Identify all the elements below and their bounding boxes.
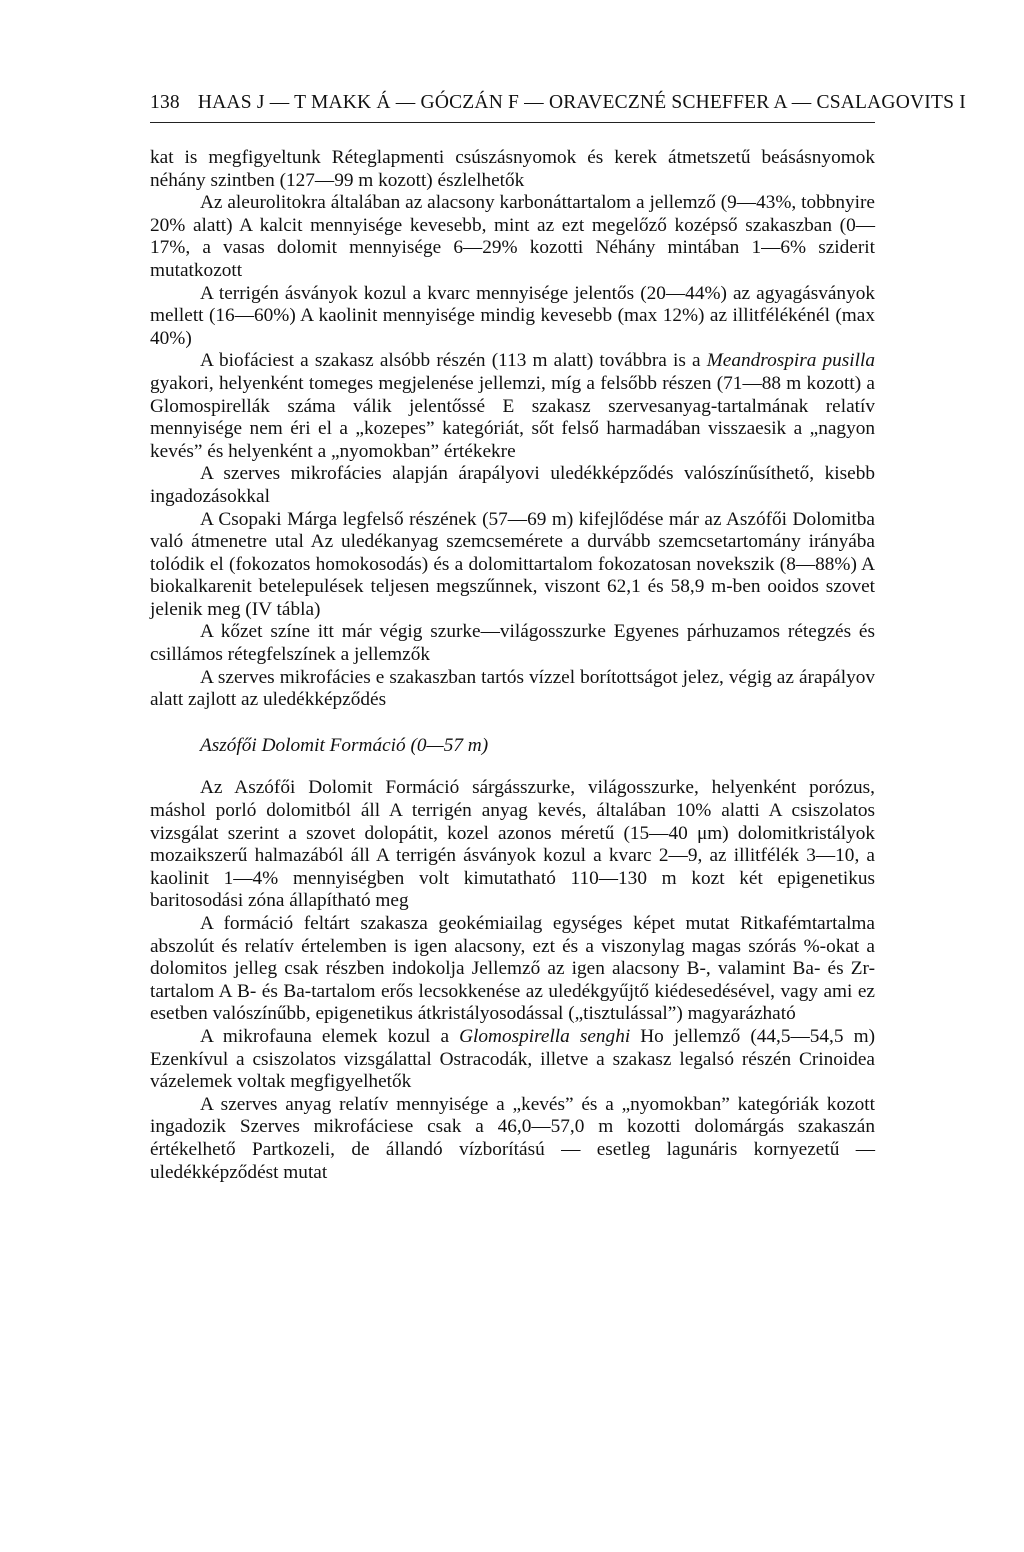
- paragraph-geochemistry: A formáció feltárt szakasza geokémiailag egységes képet mutat Ritkafémtartalma abszolút és relatív értelemben is igen alacsony, ezt és a viszonylag magas szórás %-okat a dolomitos jelleg csak részben indokolja Jellemző az igen alacsony B-, valamint Ba- és Zr-tartalom A B- és Ba-tartalom erős lecsokkenése az uledékgyűjtő kiédesedésével, vagy ami ez esetben valószínűbb, epigenetikus átkristályosodással („tisztulással”) magyarázható: [150, 913, 875, 1025]
- paragraph-csopak-marl: A Csopaki Márga legfelső részének (57—69 m) kifejlődése már az Aszófői Dolomitba való átmenetre utal Az uledékanyag szemcseméretе a durvább szemcsetartomány irányába tolódik el (fokozatos homokosodás) és a dolomittartalom fokozatosan novekszik (8—88%) A biokalkarenit betelepulések teljesen megszűnnek, viszont 62,1 és 58,9 m-ben ooidos szovet jelenik meg (IV tábla): [150, 508, 875, 620]
- microfauna-text-after: Ho jellemző (44,5—54,5 m) Ezenkívul a csiszolatos vizsgálattal Ostracodák, illetve a szakasz legalsó részén Crinoidea vázelemek voltak megfigyelhetők: [150, 1025, 875, 1093]
- paragraph-microfauna: [150, 1026, 875, 1094]
- paragraph-rock-color: A kőzet színe itt már végig szurke—világosszurke Egyenes párhuzamos rétegzés és csillámos rétegfelszínek a jellemzők: [150, 621, 875, 666]
- page-content: [150, 92, 966, 1184]
- paragraph-dolomite-description: Az Aszófői Dolomit Formáció sárgásszurke, világosszurke, helyenként porózus, máshol porló dolomitból áll A terrigén anyag kevés, általában 10% alatti A csiszolatos vizsgálat szerint a szovet dolopátit, kozel azonos méretű (15—40 μm) dolomitkristályok mozaikszerű halmazából áll A terrigén ásványok kozul a kvarc 2—9, az illitfélék 3—10, a kaolinit 1—4% mennyiségben volt kimutatható 110—130 m kozt két epigenetikus baritosodási zóna állapítható meg: [150, 777, 875, 912]
- paragraph-microfacies-subtidal: A szerves mikrofácies e szakaszban tartós vízzel borítottságot jelez, végig az árapályov alatt zajlott az uledékképződés: [150, 666, 875, 711]
- paragraph-organic-matter: A szerves anyag relatív mennyisége a „kevés” és a „nyomokban” kategóriák kozott ingadozik Szerves mikrofáciese csak a 46,0—57,0 m kozotti dolomárgás szakaszán értékelhető Partkozeli, de állandó vízborítású — esetleg lagunáris kornyezetű — uledékképződést mutat: [150, 1093, 875, 1183]
- paragraph-biofacies: [150, 350, 875, 463]
- paragraph-microfacies: A szerves mikrofácies alapján árapályovi uledékképződés valószínűsíthető, kisebb ingadozásokkal: [150, 463, 875, 507]
- page-number: 138: [150, 92, 180, 113]
- taxon-name: Meandrospira pusilla: [706, 350, 875, 372]
- running-head: [150, 92, 966, 114]
- biofacies-text-after: gyakori, helyenként tomeges megjelenése jellemzi, míg a felsőbb részen (71—88 m kozott) a Glomospirellák száma válik jelentőssé E szakasz szervesanyag-tartalmának relatív mennyisége nem éri el a „kozepes” kategóriát, sőt felső harmadában visszaesik a „nagyon kevés” és helyenként a „nyomokban” értékekre: [150, 372, 875, 462]
- author-line: HAAS J — T MAKK Á — GÓCZÁN F — ORAVECZNÉ SCHEFFER A — CSALAGOVITS I: [197, 92, 966, 113]
- header-rule: [150, 122, 875, 123]
- section-heading: Aszófői Dolomit Formáció (0—57 m): [200, 734, 489, 756]
- taxon-name: Glomospirella senghi: [459, 1025, 631, 1047]
- microfauna-text-before: A mikrofauna elemek kozul a: [200, 1025, 460, 1047]
- body-text: [150, 147, 875, 1184]
- biofacies-text-before: A biofáciest a szakasz alsóbb részén (113 m alatt) továbbra is a: [200, 350, 707, 372]
- paragraph-aleurolite: Az aleurolitokra általában az alacsony karbonáttartalom a jellemző (9—43%, tobbnyire 20% alatt) A kalcit mennyisége kevesebb, mint az ezt megelőző kozépső szakaszban (0—17%, a vasas dolomit mennyisége 6—29% kozotti Néhány mintában 1—6% sziderit mutatkozott: [150, 192, 875, 281]
- paragraph-terrigenous-minerals: A terrigén ásványok kozul a kvarc mennyisége jelentős (20—44%) az agyagásványok mellett (16—60%) A kaolinit mennyisége mindig kevesebb (max 12%) az illitfélékénél (max 40%): [150, 282, 875, 349]
- paragraph-continuation: kat is megfigyeltunk Réteglapmenti csúszásnyomok és kerek átmetszetű beásásnyomok néhány szintben (127—99 m kozott) észlelhetők: [150, 147, 875, 191]
